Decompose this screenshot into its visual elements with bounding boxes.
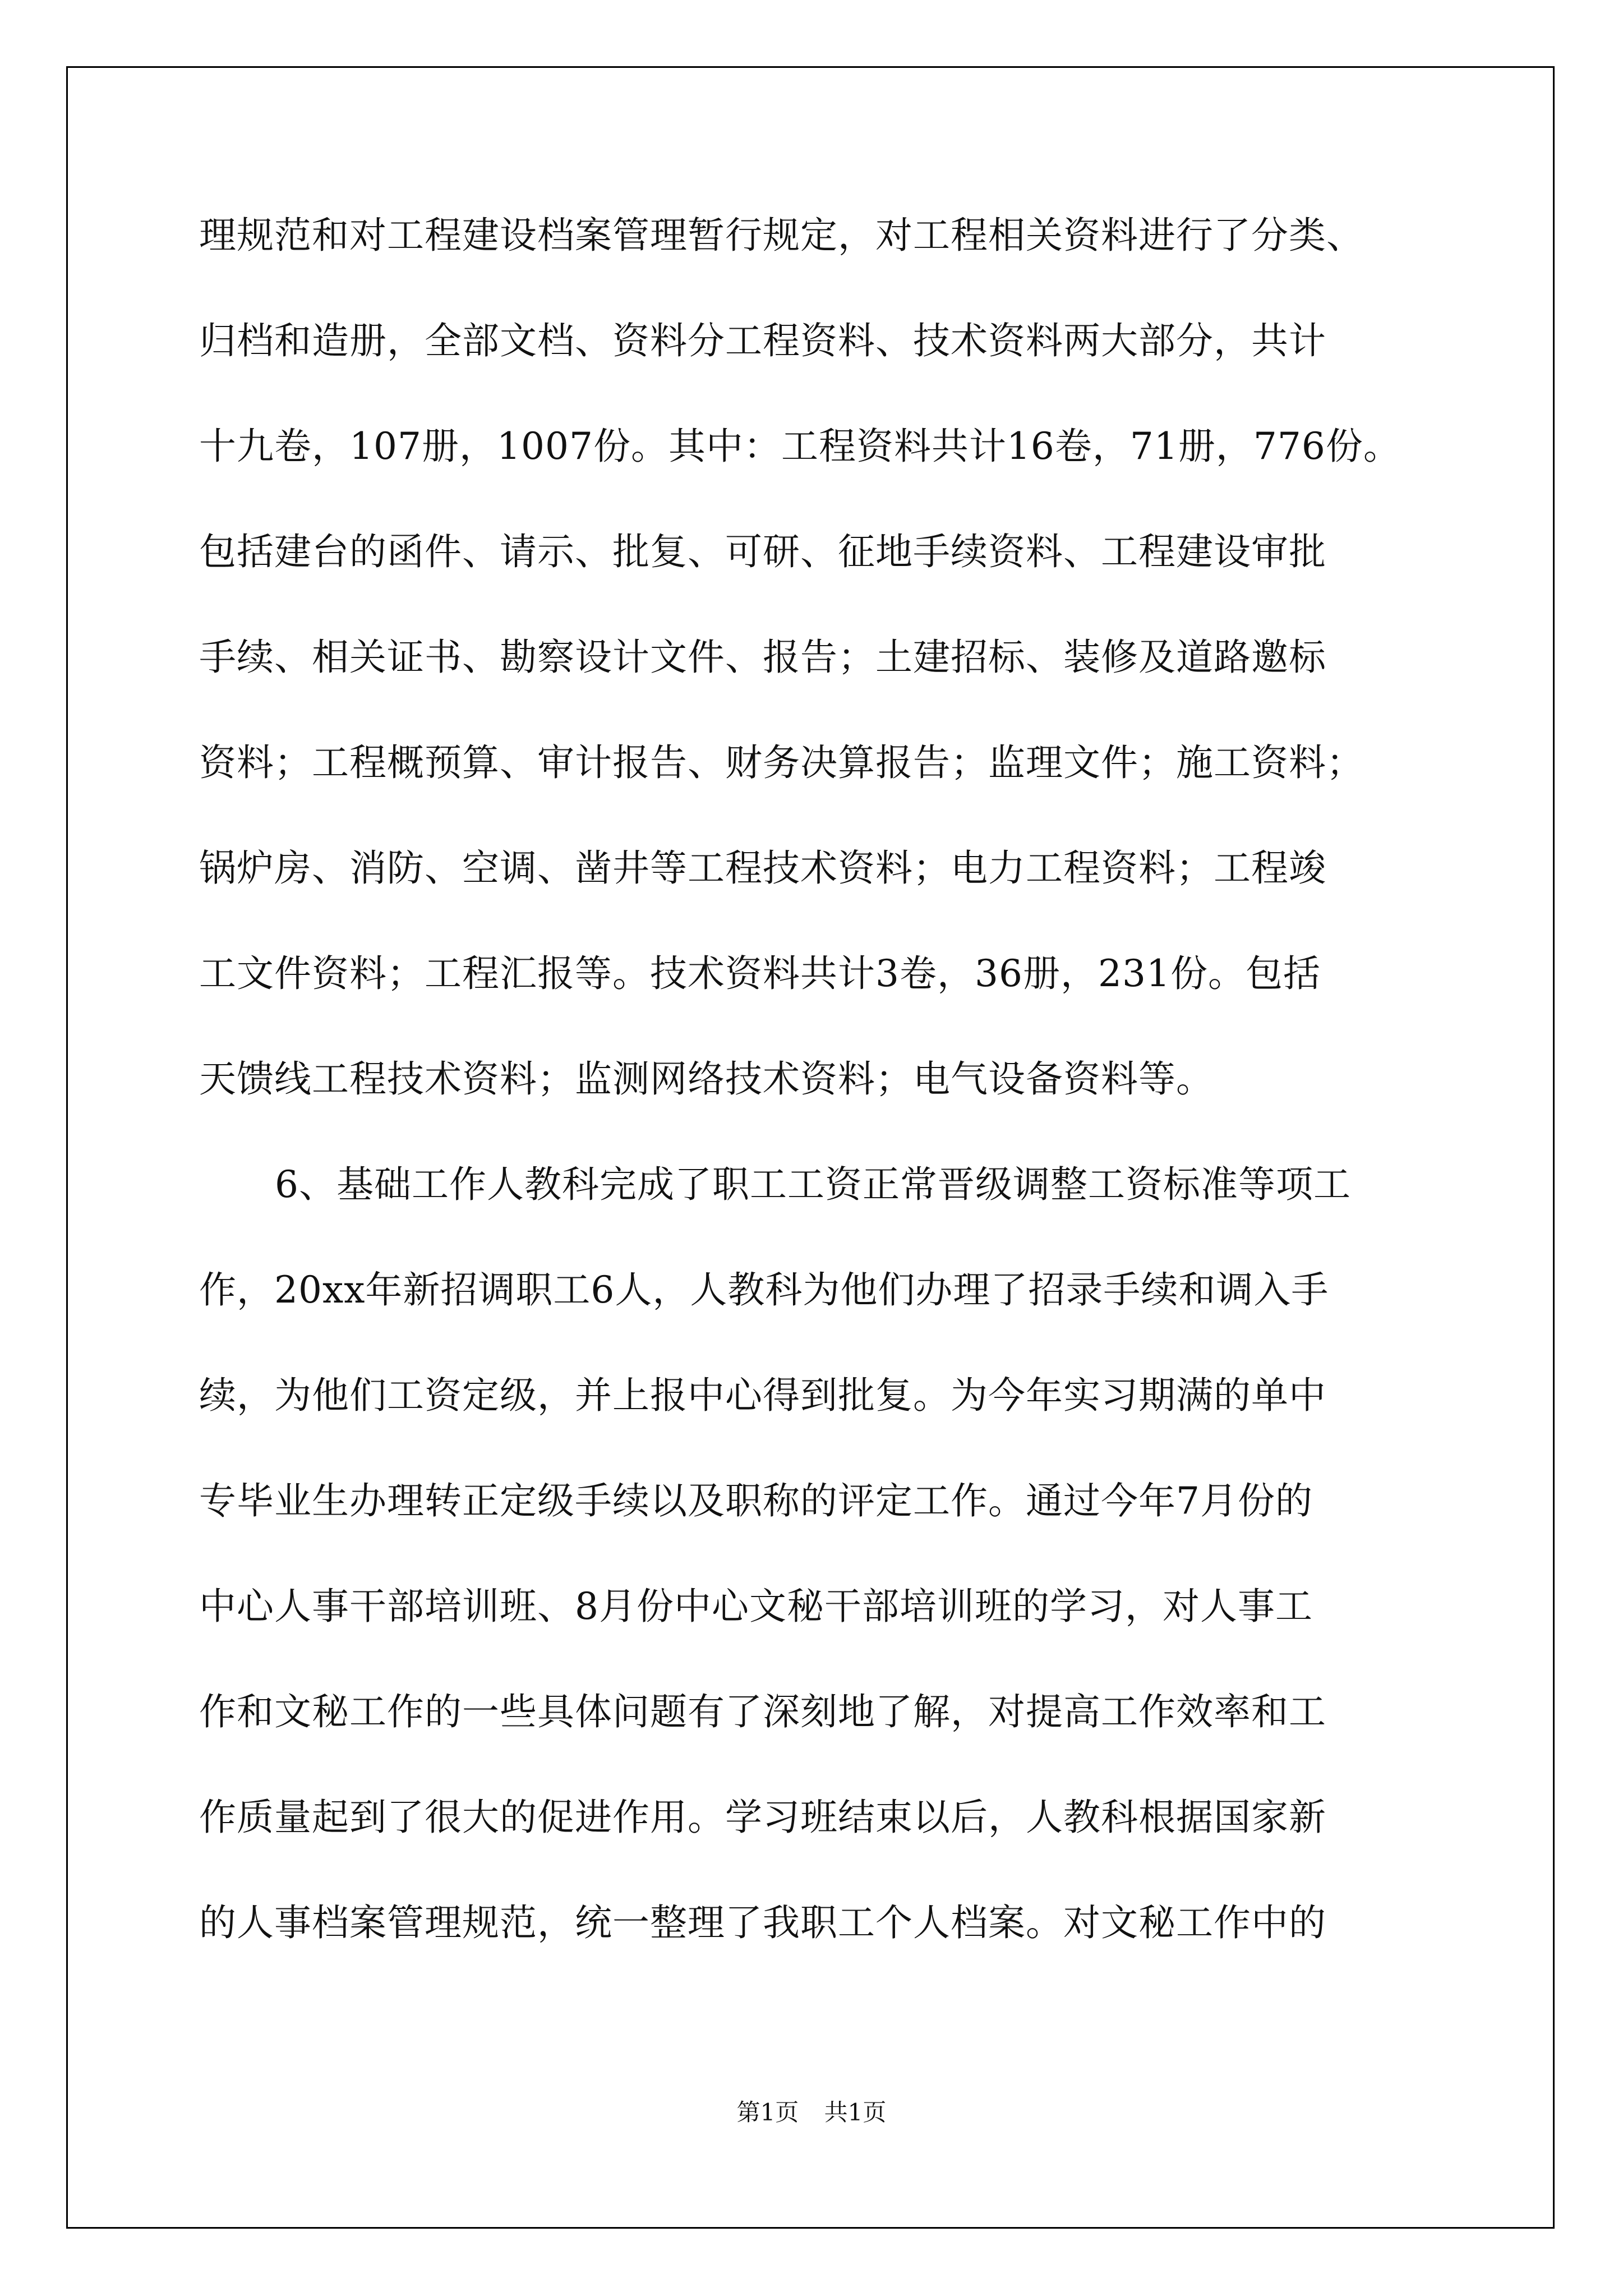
text-line: 天馈线工程技术资料；监测网络技术资料；电气设备资料等。 xyxy=(199,1057,1214,1101)
text-line: 理规范和对工程建设档案管理暂行规定，对工程相关资料进行了分类、 xyxy=(199,214,1364,257)
page-footer xyxy=(0,2098,1623,2127)
text-line: 锅炉房、消防、空调、凿井等工程技术资料；电力工程资料；工程竣 xyxy=(199,846,1326,890)
text-line: 作，20xx年新招调职工6人，人教科为他们办理了招录手续和调入手 xyxy=(199,1268,1329,1312)
page-count: 共1页 xyxy=(824,2099,887,2126)
page-number: 第1页 xyxy=(736,2099,799,2126)
text-line: 的人事档案管理规范，统一整理了我职工个人档案。对文秘工作中的 xyxy=(199,1901,1326,1944)
text-line: 十九卷，107册，1007份。其中：工程资料共计16卷，71册，776份。 xyxy=(199,425,1401,468)
text-line: 手续、相关证书、勘察设计文件、报告；土建招标、装修及道路邀标 xyxy=(199,636,1326,679)
text-line: 包括建台的函件、请示、批复、可研、征地手续资料、工程建设审批 xyxy=(199,530,1326,573)
text-line: 中心人事干部培训班、8月份中心文秘干部培训班的学习，对人事工 xyxy=(199,1585,1313,1628)
text-line: 作和文秘工作的一些具体问题有了深刻地了解，对提高工作效率和工 xyxy=(199,1690,1326,1733)
paragraph-start-line: 6、基础工作人教科完成了职工工资正常晋级调整工资标准等项工 xyxy=(275,1163,1351,1206)
text-line: 续，为他们工资定级，并上报中心得到批复。为今年实习期满的单中 xyxy=(199,1374,1326,1417)
text-line: 工文件资料；工程汇报等。技术资料共计3卷，36册，231份。包括 xyxy=(199,952,1321,995)
text-line: 作质量起到了很大的促进作用。学习班结束以后，人教科根据国家新 xyxy=(199,1796,1326,1839)
text-line: 归档和造册，全部文档、资料分工程资料、技术资料两大部分，共计 xyxy=(199,319,1326,362)
text-line: 资料；工程概预算、审计报告、财务决算报告；监理文件；施工资料； xyxy=(199,741,1364,784)
text-line: 专毕业生办理转正定级手续以及职称的评定工作。通过今年7月份的 xyxy=(199,1479,1313,1522)
